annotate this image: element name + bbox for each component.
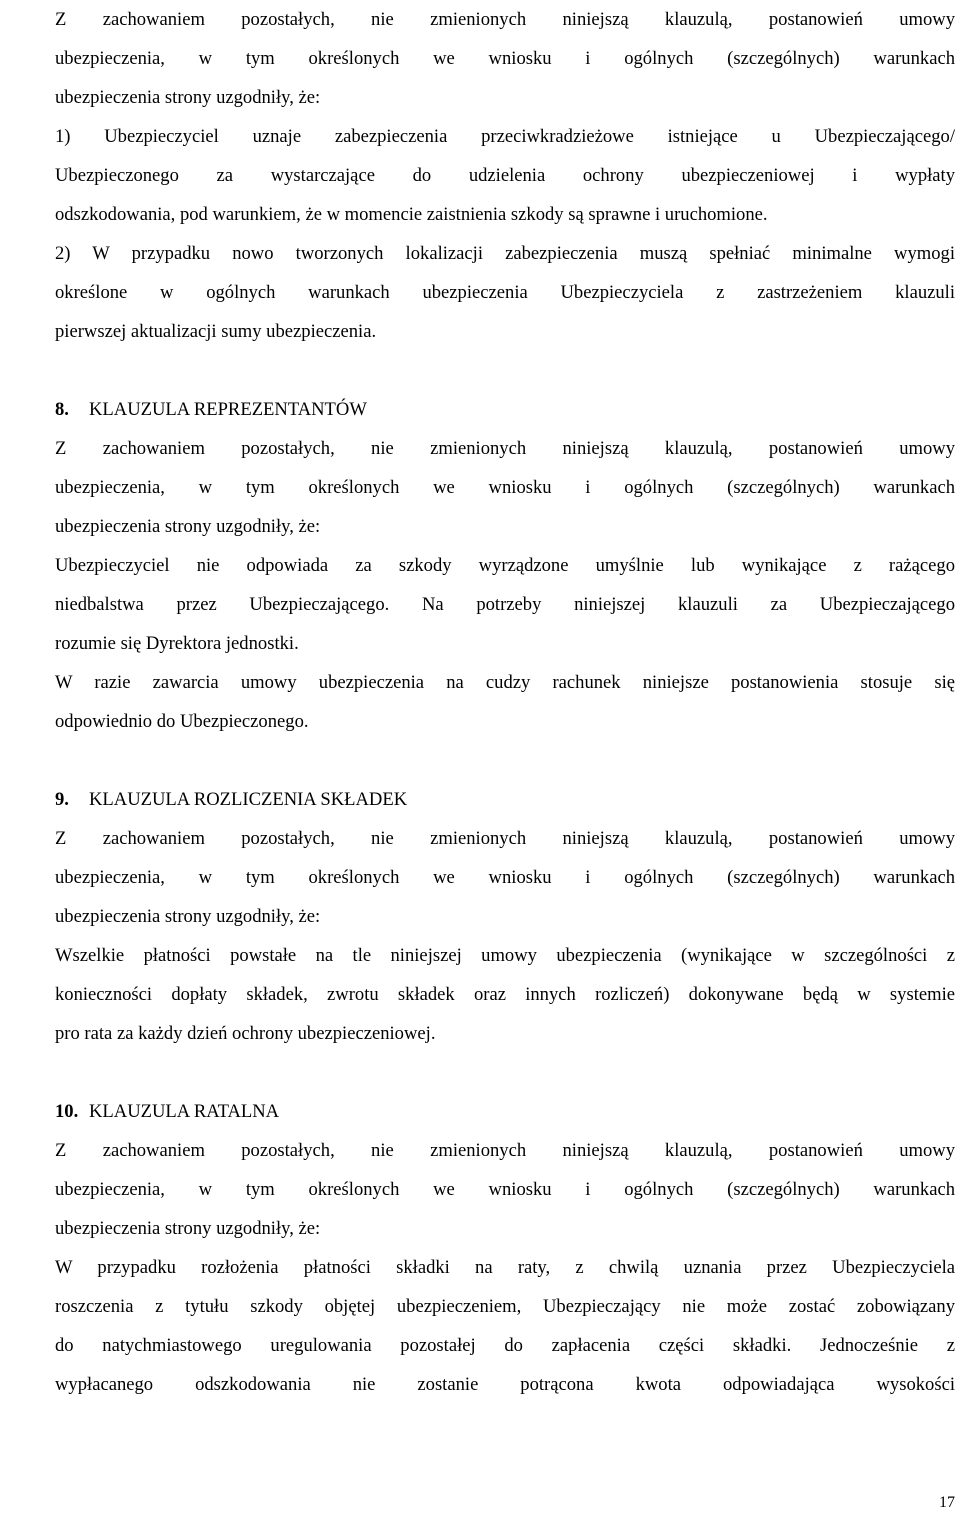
point1-line-3: odszkodowania, pod warunkiem, że w momencie zaistnienia szkody są sprawne i uruchomione. bbox=[55, 204, 768, 225]
section8-intro-line-3: ubezpieczenia strony uzgodniły, że: bbox=[55, 516, 321, 537]
point1-line-2: Ubezpieczonego za wystarczające do udzielenia ochrony ubezpieczeniowej i wypłaty bbox=[55, 165, 955, 186]
section8-heading bbox=[55, 390, 955, 429]
section10-body-line-1: W przypadku rozłożenia płatności składki na raty, z chwilą uznania przez Ubezpieczyciela bbox=[55, 1257, 955, 1278]
section10-intro-line-2: ubezpieczenia, w tym określonych we wniosku i ogólnych (szczególnych) warunkach bbox=[55, 1179, 955, 1200]
section10-body-line-4: wypłacanego odszkodowania nie zostanie potrącona kwota odpowiadająca wysokości bbox=[55, 1374, 955, 1395]
point2-line-2: określone w ogólnych warunkach ubezpieczenia Ubezpieczyciela z zastrzeżeniem klauzuli bbox=[55, 282, 955, 303]
section10-body-line-3: do natychmiastowego uregulowania pozostałej do zapłacenia części składki. Jednocześnie z bbox=[55, 1335, 955, 1356]
point2-line-3: pierwszej aktualizacji sumy ubezpieczenia. bbox=[55, 321, 377, 342]
section9-number: 9. bbox=[55, 789, 69, 810]
point2-line-1: 2) W przypadku nowo tworzonych lokalizacji zabezpieczenia muszą spełniać minimalne wymogi bbox=[55, 243, 955, 264]
section10-number: 10. bbox=[55, 1101, 79, 1122]
page-number: 17 bbox=[939, 1494, 955, 1511]
section10-title: KLAUZULA RATALNA bbox=[89, 1101, 280, 1122]
intro-line-2: ubezpieczenia, w tym określonych we wniosku i ogólnych (szczególnych) warunkach bbox=[55, 48, 955, 69]
section8-body2-line-2: odpowiednio do Ubezpieczonego. bbox=[55, 711, 309, 732]
section9-body-line-3: pro rata za każdy dzień ochrony ubezpieczeniowej. bbox=[55, 1023, 436, 1044]
section9-body-line-2: konieczności dopłaty składek, zwrotu składek oraz innych rozliczeń) dokonywane będą w systemie bbox=[55, 984, 955, 1005]
document-page bbox=[55, 0, 955, 1404]
section8-body2-line-1: W razie zawarcia umowy ubezpieczenia na cudzy rachunek niniejsze postanowienia stosuje się bbox=[55, 672, 955, 693]
intro-line-1: Z zachowaniem pozostałych, nie zmienionych niniejszą klauzulą, postanowień umowy bbox=[55, 9, 955, 30]
section10-heading bbox=[55, 1092, 955, 1131]
section9-intro-line-3: ubezpieczenia strony uzgodniły, że: bbox=[55, 906, 321, 927]
section9-intro-line-2: ubezpieczenia, w tym określonych we wniosku i ogólnych (szczególnych) warunkach bbox=[55, 867, 955, 888]
section8-number: 8. bbox=[55, 399, 69, 420]
section8-intro-line-1: Z zachowaniem pozostałych, nie zmienionych niniejszą klauzulą, postanowień umowy bbox=[55, 438, 955, 459]
section9-title: KLAUZULA ROZLICZENIA SKŁADEK bbox=[89, 789, 408, 810]
point1-line-1: 1) Ubezpieczyciel uznaje zabezpieczenia przeciwkradzieżowe istniejące u Ubezpieczającego/ bbox=[55, 126, 955, 147]
section9-body-line-1: Wszelkie płatności powstałe na tle niniejszej umowy ubezpieczenia (wynikające w szczególności z bbox=[55, 945, 955, 966]
section9-heading bbox=[55, 780, 955, 819]
section10-intro-line-1: Z zachowaniem pozostałych, nie zmienionych niniejszą klauzulą, postanowień umowy bbox=[55, 1140, 955, 1161]
section8-body1-line-3: rozumie się Dyrektora jednostki. bbox=[55, 633, 299, 654]
intro-line-3: ubezpieczenia strony uzgodniły, że: bbox=[55, 87, 321, 108]
section8-title: KLAUZULA REPREZENTANTÓW bbox=[89, 399, 367, 420]
section8-intro-line-2: ubezpieczenia, w tym określonych we wniosku i ogólnych (szczególnych) warunkach bbox=[55, 477, 955, 498]
section9-intro-line-1: Z zachowaniem pozostałych, nie zmienionych niniejszą klauzulą, postanowień umowy bbox=[55, 828, 955, 849]
section10-body-line-2: roszczenia z tytułu szkody objętej ubezpieczeniem, Ubezpieczający nie może zostać zobowiązany bbox=[55, 1296, 955, 1317]
section10-intro-line-3: ubezpieczenia strony uzgodniły, że: bbox=[55, 1218, 321, 1239]
section8-body1-line-2: niedbalstwa przez Ubezpieczającego. Na potrzeby niniejszej klauzuli za Ubezpieczającego bbox=[55, 594, 955, 615]
section8-body1-line-1: Ubezpieczyciel nie odpowiada za szkody wyrządzone umyślnie lub wynikające z rażącego bbox=[55, 555, 955, 576]
